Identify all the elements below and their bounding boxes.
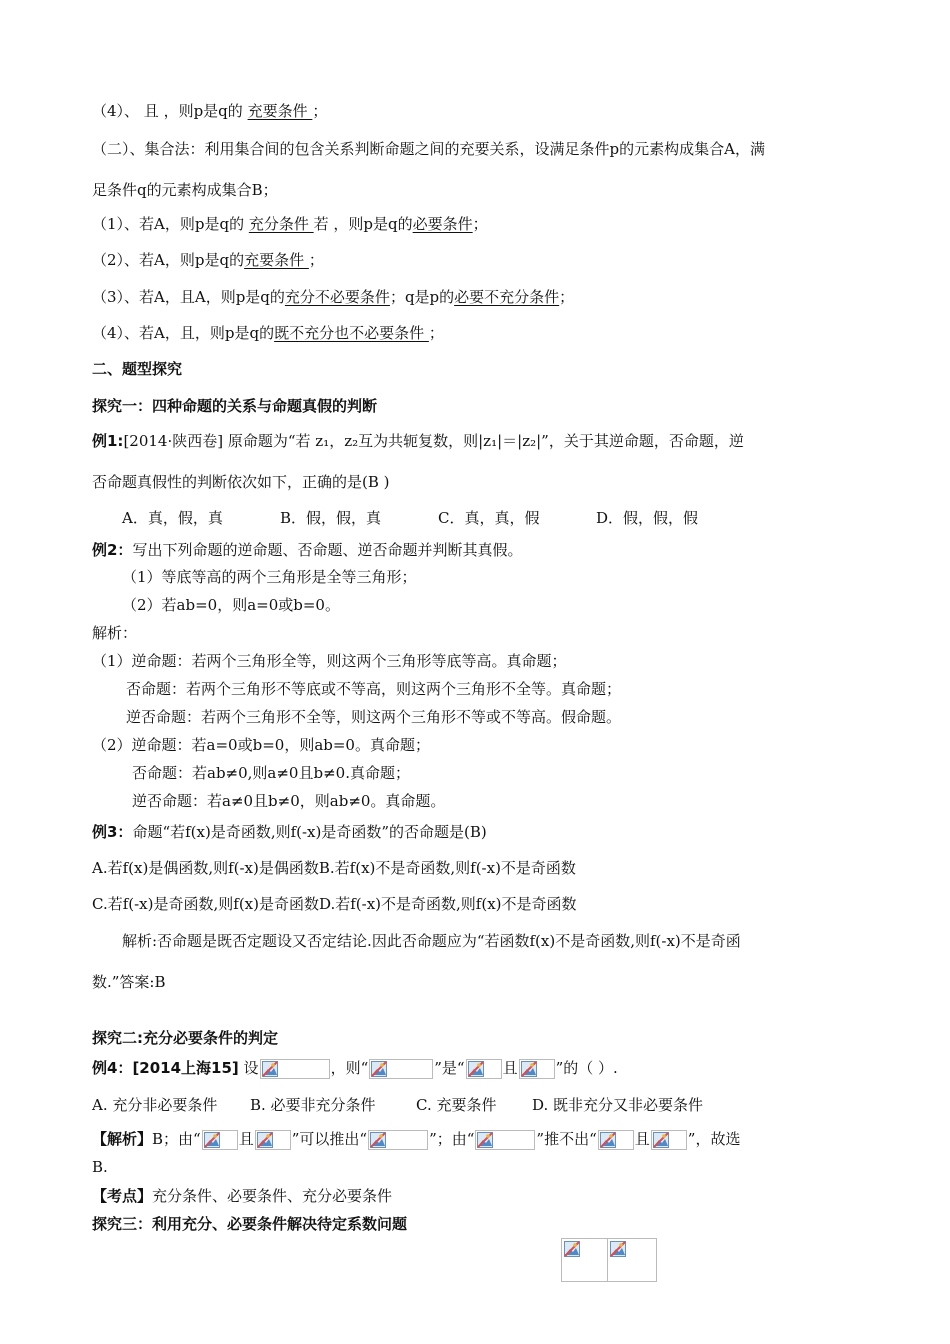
- formula-image-icon: [260, 1059, 330, 1079]
- key-points-tag: 【考点】: [92, 1187, 153, 1205]
- example-2: 例2：写出下列命题的逆命题、否命题、逆否命题并判断其真假。: [92, 541, 523, 559]
- set-case-2: （2）、若A，则p是q的充要条件 ；: [92, 251, 324, 269]
- key-points: 【考点】充分条件、必要条件、充分必要条件: [92, 1187, 393, 1205]
- formula-image-frame: [561, 1238, 611, 1282]
- answer-line: （1）逆命题：若两个三角形全等，则这两个三角形等底等高。真命题；: [92, 652, 567, 670]
- solution-label: 解析：: [92, 624, 138, 642]
- answer-blank: 充分条件: [248, 215, 314, 233]
- formula-image-icon: [202, 1130, 238, 1150]
- line-condition-4: （4）、 且 ，则p是q的 充要条件 ；: [92, 102, 328, 120]
- example-label: 例1:: [92, 432, 124, 450]
- example-source: [2014上海15]: [132, 1059, 239, 1077]
- example-2-q2: （2）若ab=0，则a=0或b=0。: [122, 596, 340, 614]
- example-4-solution: 【解析】B；由“ 且 ”可以推出“ ”；由“ ”推不出“ 且 ”，故选: [92, 1130, 741, 1148]
- example-3: 例3：命题“若f(x)是奇函数,则f(-x)是奇函数”的否命题是(B): [92, 823, 487, 841]
- answer-blank: 必要条件: [412, 215, 473, 233]
- option-a: A. 充分非必要条件: [92, 1096, 218, 1114]
- example-4-options: [92, 1095, 703, 1115]
- formula-image-icon: [519, 1059, 555, 1079]
- set-case-4: （4）、若A，且，则p是q的既不充分也不必要条件 ；: [92, 324, 444, 342]
- subsection-heading-3: 探究三：利用充分、必要条件解决待定系数问题: [92, 1215, 408, 1233]
- example-3-answer: 数.”答案:B: [92, 973, 166, 991]
- option-d: D. 既非充分又非必要条件: [532, 1096, 704, 1114]
- answer-blank: 既不充分也不必要条件: [274, 324, 429, 342]
- subsection-heading-1: 探究一：四种命题的关系与命题真假的判断: [92, 397, 378, 415]
- formula-image-icon: [564, 1241, 580, 1257]
- answer-blank: 充要条件: [247, 102, 313, 120]
- formula-image-frame: [607, 1238, 657, 1282]
- example-1: 例1:[2014·陕西卷] 原命题为“若 z₁，z₂互为共轭复数，则|z₁|＝|z₂|”，关于其逆命题，否命题，逆: [92, 432, 744, 450]
- example-1-options: [122, 508, 698, 528]
- answer-line: 否命题：若ab≠0,则a≠0且b≠0.真命题；: [132, 764, 410, 782]
- example-label: 例2：: [92, 541, 133, 559]
- example-label: 例4：: [92, 1059, 133, 1077]
- formula-image-icon: [369, 1059, 433, 1079]
- answer-line: 逆否命题：若两个三角形不全等，则这两个三角形不等或不等高。假命题。: [126, 708, 622, 726]
- set-case-1: （1）、若A，则p是q的 充分条件 若 ，则p是q的必要条件；: [92, 215, 488, 233]
- formula-image-icon: [610, 1241, 626, 1257]
- formula-image-icon: [368, 1130, 428, 1150]
- example-3-solution: 解析:否命题是既否定题设又否定结论.因此否命题应为“若函数f(x)不是奇函数,则f(-x)不是奇函: [122, 932, 741, 950]
- answer-blank: 充要条件: [244, 251, 309, 269]
- option-b: B．假，假，真: [280, 509, 382, 527]
- example-3-options-cd: C.若f(-x)是奇函数,则f(x)是奇函数D.若f(-x)不是奇函数,则f(x)不是奇函数: [92, 895, 577, 913]
- option-c: C．真，真，假: [438, 509, 540, 527]
- formula-image-icon: [255, 1130, 291, 1150]
- formula-image-icon: [598, 1130, 634, 1150]
- example-label: 例3：: [92, 823, 133, 841]
- formula-image-icon: [466, 1059, 502, 1079]
- answer-line: 否命题：若两个三角形不等底或不等高，则这两个三角形不全等。真命题；: [126, 680, 622, 698]
- answer-line: （2）逆命题：若a=0或b=0，则ab=0。真命题；: [92, 736, 430, 754]
- example-4-solution-cont: B.: [92, 1158, 108, 1176]
- subsection-heading-2: 探究二:充分必要条件的判定: [92, 1029, 278, 1047]
- set-case-3: （3）、若A，且A，则p是q的充分不必要条件；q是p的必要不充分条件；: [92, 288, 575, 306]
- set-method-line1: （二）、集合法：利用集合间的包含关系判断命题之间的充要关系，设满足条件p的元素构成集合A，满: [92, 140, 765, 158]
- example-2-q1: （1）等底等高的两个三角形是全等三角形；: [122, 568, 417, 586]
- formula-image-icon: [651, 1130, 687, 1150]
- set-method-line2: 足条件q的元素构成集合B；: [92, 181, 278, 199]
- option-d: D．假，假，假: [596, 509, 699, 527]
- section-heading: 二、题型探究: [92, 360, 183, 378]
- formula-image-icon: [475, 1130, 535, 1150]
- answer-blank: 充分不必要条件: [284, 288, 390, 306]
- option-a: A．真，假，真: [122, 509, 223, 527]
- example-1-cont: 否命题真假性的判断依次如下，正确的是(B ): [92, 473, 390, 491]
- option-c: C. 充要条件: [416, 1096, 497, 1114]
- answer-blank: 必要不充分条件: [454, 288, 560, 306]
- solution-tag: 【解析】: [92, 1130, 153, 1148]
- example-3-options-ab: A.若f(x)是偶函数,则f(-x)是偶函数B.若f(x)不是奇函数,则f(-x)不是奇函数: [92, 859, 576, 877]
- answer-line: 逆否命题：若a≠0且b≠0，则ab≠0。真命题。: [132, 792, 446, 810]
- option-b: B. 必要非充分条件: [250, 1096, 376, 1114]
- example-4: 例4：[2014上海15] 设 ，则“ ”是“ 且 ”的（ ）.: [92, 1059, 618, 1077]
